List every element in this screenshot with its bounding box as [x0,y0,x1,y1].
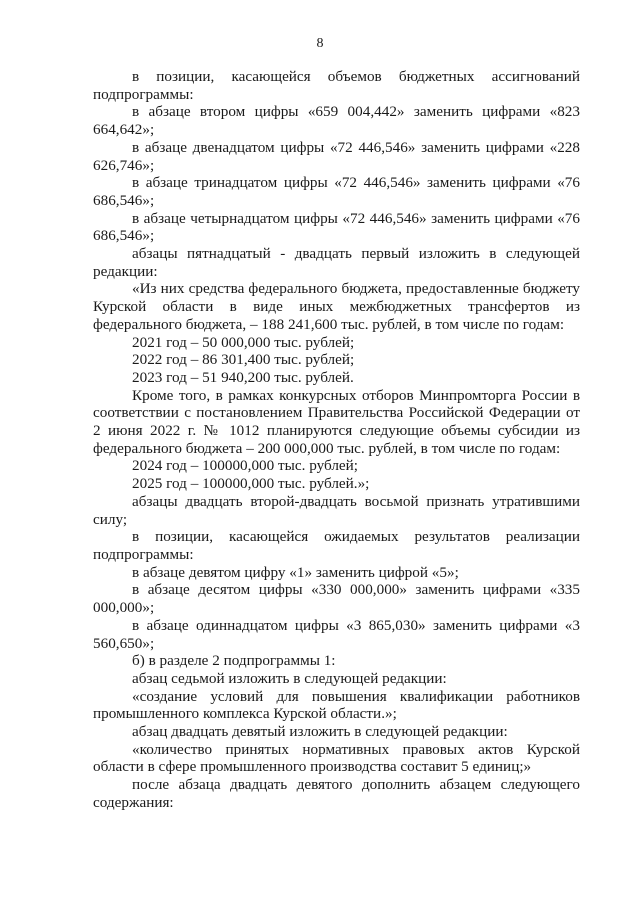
paragraph: Кроме того, в рамках конкурсных отборов Минпромторга России в соответствии с постановлением Правительства Российской Федерации от 2 июня 2022 г. № 1012 планируются следующие объемы субсидии из федерального бюджета – 200 000,000 тыс. рублей, в том числе по годам: [93,386,580,457]
paragraph: 2023 год – 51 940,200 тыс. рублей. [132,368,354,386]
paragraph: в позиции, касающейся ожидаемых результатов реализации подпрограммы: [93,528,580,563]
document-body [93,68,580,812]
paragraph: абзацы пятнадцатый - двадцать первый изложить в следующей редакции: [93,245,580,280]
paragraph: «количество принятых нормативных правовых актов Курской области в сфере промышленного производства составит 5 единиц;» [93,740,580,776]
paragraph: абзацы двадцать второй-двадцать восьмой признать утратившими силу; [93,492,580,528]
paragraph: 2024 год – 100000,000 тыс. рублей; [132,457,359,475]
paragraph: 2025 год – 100000,000 тыс. рублей.»; [132,475,370,493]
paragraph: в абзаце втором цифры «659 004,442» заменить цифрами «823 664,642»; [93,103,580,139]
paragraph: абзац двадцать девятый изложить в следующей редакции: [132,723,508,741]
paragraph: после абзаца двадцать девятого дополнить абзацем следующего содержания: [93,776,580,811]
paragraph: в абзаце одиннадцатом цифры «3 865,030» заменить цифрами «3 560,650»; [93,616,580,652]
paragraph: в позиции, касающейся объемов бюджетных ассигнований подпрограммы: [93,68,580,103]
paragraph: в абзаце девятом цифру «1» заменить цифрой «5»; [132,563,459,581]
paragraph: «создание условий для повышения квалификации работников промышленного комплекса Курской области.»; [93,687,580,723]
paragraph: в абзаце четырнадцатом цифры «72 446,546» заменить цифрами «76 686,546»; [93,209,580,245]
paragraph: абзац седьмой изложить в следующей редакции: [132,669,447,687]
page-number: 8 [316,36,324,51]
paragraph: в абзаце десятом цифры «330 000,000» заменить цифрами «335 000,000»; [93,581,580,617]
paragraph: б) в разделе 2 подпрограммы 1: [132,652,336,670]
paragraph: 2021 год – 50 000,000 тыс. рублей; [132,333,355,351]
paragraph: 2022 год – 86 301,400 тыс. рублей; [132,351,355,369]
paragraph: в абзаце тринадцатом цифры «72 446,546» заменить цифрами «76 686,546»; [93,174,580,209]
paragraph: «Из них средства федерального бюджета, предоставленные бюджету Курской области в виде иных межбюджетных трансфертов из федерального бюджета, – 188 241,600 тыс. рублей, в том числе по годам: [93,280,580,333]
paragraph: в абзаце двенадцатом цифры «72 446,546» заменить цифрами «228 626,746»; [93,138,580,174]
